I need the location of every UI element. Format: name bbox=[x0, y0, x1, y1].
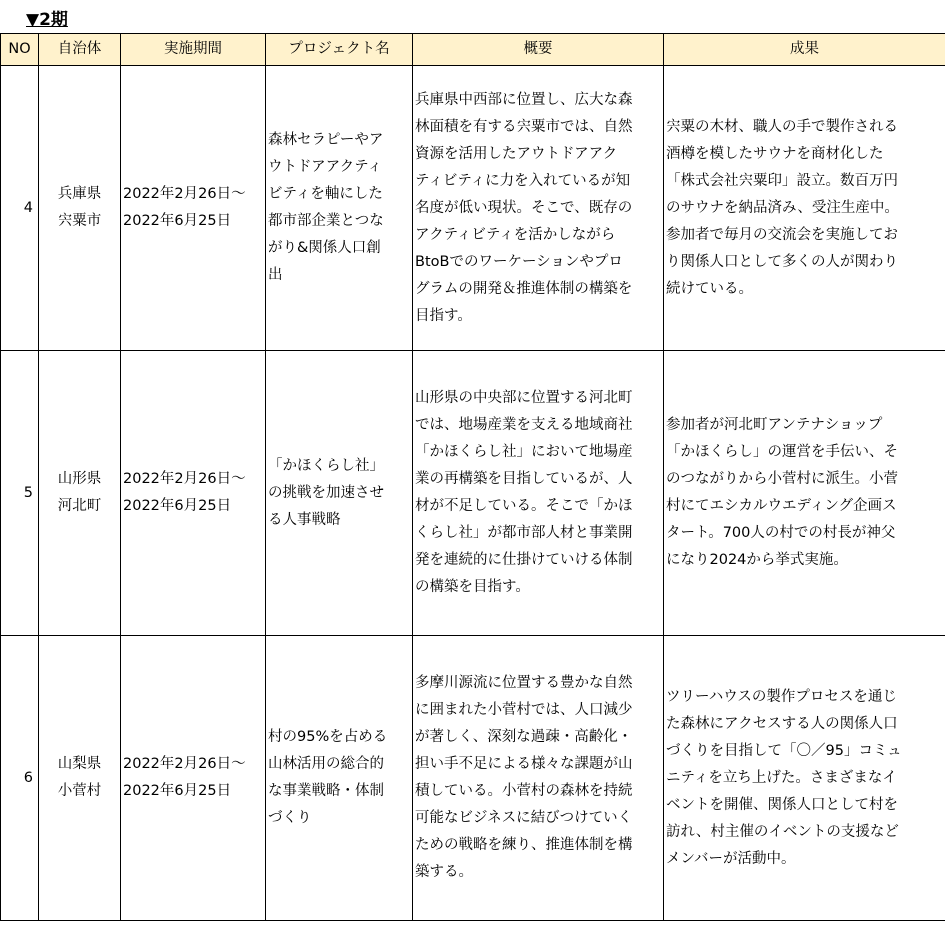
cell-project-line: ビティを軸にした bbox=[268, 186, 383, 202]
header-row bbox=[1, 34, 945, 66]
cell-period-line: 2022年6月25日 bbox=[123, 498, 232, 514]
cell-period bbox=[121, 636, 266, 921]
cell-result-line: り関係人口として多くの人が関わり bbox=[666, 253, 898, 270]
cell-result-line: 宍粟の木材、職人の手で製作される bbox=[666, 118, 898, 135]
cell-result-line: 参加者で毎月の交流会を実施してお bbox=[666, 226, 898, 243]
cell-summary-line: 業の再構築を目指しているが、人 bbox=[415, 471, 633, 487]
cell-project-line: る人事戦略 bbox=[268, 511, 341, 528]
cell-period-line: 2022年6月25日 bbox=[123, 783, 232, 799]
cell-summary-line: 兵庫県中西部に位置し、広大な森 bbox=[415, 91, 633, 108]
cell-result-line: ニティを立ち上げた。さまざまなイ bbox=[666, 769, 897, 786]
cell-municipality-line: 小菅村 bbox=[57, 783, 102, 799]
cell-summary-line: 資源を活用したアウトドアアク bbox=[415, 145, 618, 162]
cell-municipality-line: 河北町 bbox=[57, 498, 102, 514]
cell-no: 4 bbox=[1, 66, 39, 351]
cell-project-line: ウトドアアクティ bbox=[268, 159, 382, 175]
cell-period bbox=[121, 66, 266, 351]
cell-municipality-line: 宍粟市 bbox=[57, 213, 102, 229]
cell-municipality bbox=[39, 351, 121, 636]
header-no: NO bbox=[1, 34, 39, 66]
cell-result-line: ツリーハウスの製作プロセスを通じ bbox=[666, 688, 897, 705]
table-row bbox=[1, 636, 945, 921]
cell-summary-line: ための戦略を練り、推進体制を構 bbox=[415, 837, 633, 853]
cell-summary-line: 材が不足している。そこで「かほ bbox=[415, 498, 633, 514]
cell-summary-line: グラムの開発＆推進体制の構築を bbox=[415, 280, 633, 297]
cell-period-line: 2022年2月26日～ bbox=[123, 471, 246, 487]
header-result: 成果 bbox=[664, 34, 945, 66]
cell-project-line: 都市部企業とつな bbox=[268, 213, 384, 229]
cell-period bbox=[121, 351, 266, 636]
cell-summary-line: 山形県の中央部に位置する河北町 bbox=[415, 390, 633, 406]
cell-project-line: 「かほくらし社」 bbox=[268, 457, 384, 474]
cell-result-line: 参加者が河北町アンテナショップ bbox=[666, 417, 883, 433]
cell-summary bbox=[413, 636, 664, 921]
cell-municipality bbox=[39, 636, 121, 921]
cell-summary-line: 積している。小菅村の森林を持続 bbox=[415, 783, 633, 799]
cell-result-line: タート。700人の村での村長が神父 bbox=[666, 525, 896, 541]
cell-municipality bbox=[39, 66, 121, 351]
cell-summary-line: 発を連続的に仕掛けていける体制 bbox=[415, 552, 633, 568]
cell-project bbox=[266, 66, 413, 351]
cell-project-line: づくり bbox=[268, 810, 312, 826]
cell-result-line: になり2024から挙式実施。 bbox=[666, 552, 848, 568]
cell-project-line: な事業戦略・体制 bbox=[268, 783, 384, 799]
cell-result-line: づくりを目指して「〇／95」コミュ bbox=[666, 742, 902, 759]
section-title: ▼2期 bbox=[26, 10, 68, 30]
cell-result-line: 村にてエシカルウエディング企画ス bbox=[666, 498, 897, 514]
cell-project bbox=[266, 636, 413, 921]
cell-project-line: の挑戦を加速させ bbox=[268, 484, 384, 501]
cell-result-line: 訪れ、村主催のイベントの支援など bbox=[666, 823, 899, 840]
cell-project-line: がり&関係人口創 bbox=[268, 240, 381, 256]
cell-summary-line: に囲まれた小菅村では、人口減少 bbox=[415, 702, 633, 718]
header-municipality: 自治体 bbox=[39, 34, 121, 66]
cell-result-line: た森林にアクセスする人の関係人口 bbox=[666, 715, 898, 732]
cell-result-line: ベントを開催、関係人口として村を bbox=[666, 796, 898, 813]
cell-no: 5 bbox=[1, 351, 39, 636]
cell-summary-line: が著しく、深刻な過疎・高齢化・ bbox=[415, 729, 633, 745]
cell-summary-line: 担い手不足による様々な課題が山 bbox=[415, 756, 633, 772]
cell-project bbox=[266, 351, 413, 636]
cell-result-line: 「株式会社宍粟印」設立。数百万円 bbox=[666, 172, 898, 189]
cell-municipality-line: 山形県 bbox=[57, 471, 102, 487]
cell-municipality-line: 兵庫県 bbox=[57, 186, 102, 202]
cell-period-line: 2022年2月26日～ bbox=[123, 756, 246, 772]
cell-summary-line: 築する。 bbox=[415, 864, 473, 880]
cell-summary-line: の構築を目指す。 bbox=[415, 579, 530, 595]
cell-period-line: 2022年6月25日 bbox=[123, 213, 232, 229]
cell-result-line: のつながりから小菅村に派生。小菅 bbox=[666, 471, 898, 487]
cell-result bbox=[664, 636, 945, 921]
table-row bbox=[1, 66, 945, 351]
cell-summary-line: では、地場産業を支える地域商社 bbox=[415, 417, 633, 433]
cell-result bbox=[664, 66, 945, 351]
cell-project-line: 山林活用の総合的 bbox=[268, 756, 384, 772]
cell-no: 6 bbox=[1, 636, 39, 921]
cell-summary-line: BtoBでのワーケーションやプロ bbox=[415, 253, 623, 270]
cell-summary-line: アクティビティを活かしながら bbox=[415, 226, 616, 243]
cell-summary bbox=[413, 66, 664, 351]
cell-municipality-line: 山梨県 bbox=[57, 756, 102, 772]
cell-project-line: 森林セラピーやア bbox=[268, 132, 384, 148]
header-project: プロジェクト名 bbox=[266, 34, 413, 66]
cell-summary-line: 多摩川源流に位置する豊かな自然 bbox=[415, 675, 633, 691]
cell-summary-line: 「かほくらし社」において地場産 bbox=[415, 444, 633, 460]
cell-summary-line: 目指す。 bbox=[415, 307, 472, 324]
cell-project-line: 出 bbox=[268, 267, 283, 283]
cell-summary-line: くらし社」が都市部人材と事業開 bbox=[415, 525, 633, 541]
cell-result bbox=[664, 351, 945, 636]
header-period: 実施期間 bbox=[121, 34, 266, 66]
cell-summary-line: 名度が低い現状。そこで、既存の bbox=[415, 199, 633, 216]
cell-summary-line: ティビティに力を入れているが知 bbox=[415, 172, 631, 189]
cell-summary-line: 可能なビジネスに結びつけていく bbox=[415, 810, 633, 826]
cell-project-line: 村の95%を占める bbox=[268, 729, 388, 745]
cell-result-line: メンバーが活動中。 bbox=[666, 850, 796, 867]
cell-period-line: 2022年2月26日～ bbox=[123, 186, 246, 202]
cell-result-line: のサウナを納品済み、受注生産中。 bbox=[666, 199, 899, 216]
header-summary: 概要 bbox=[413, 34, 664, 66]
cell-result-line: 「かほくらし」の運営を手伝い、そ bbox=[666, 444, 898, 460]
cell-result-line: 酒樽を模したサウナを商材化した bbox=[666, 145, 884, 162]
table-row bbox=[1, 351, 945, 636]
project-table bbox=[0, 33, 945, 921]
cell-summary-line: 林面積を有する宍粟市では、自然 bbox=[415, 118, 633, 135]
cell-result-line: 続けている。 bbox=[666, 280, 753, 297]
cell-summary bbox=[413, 351, 664, 636]
